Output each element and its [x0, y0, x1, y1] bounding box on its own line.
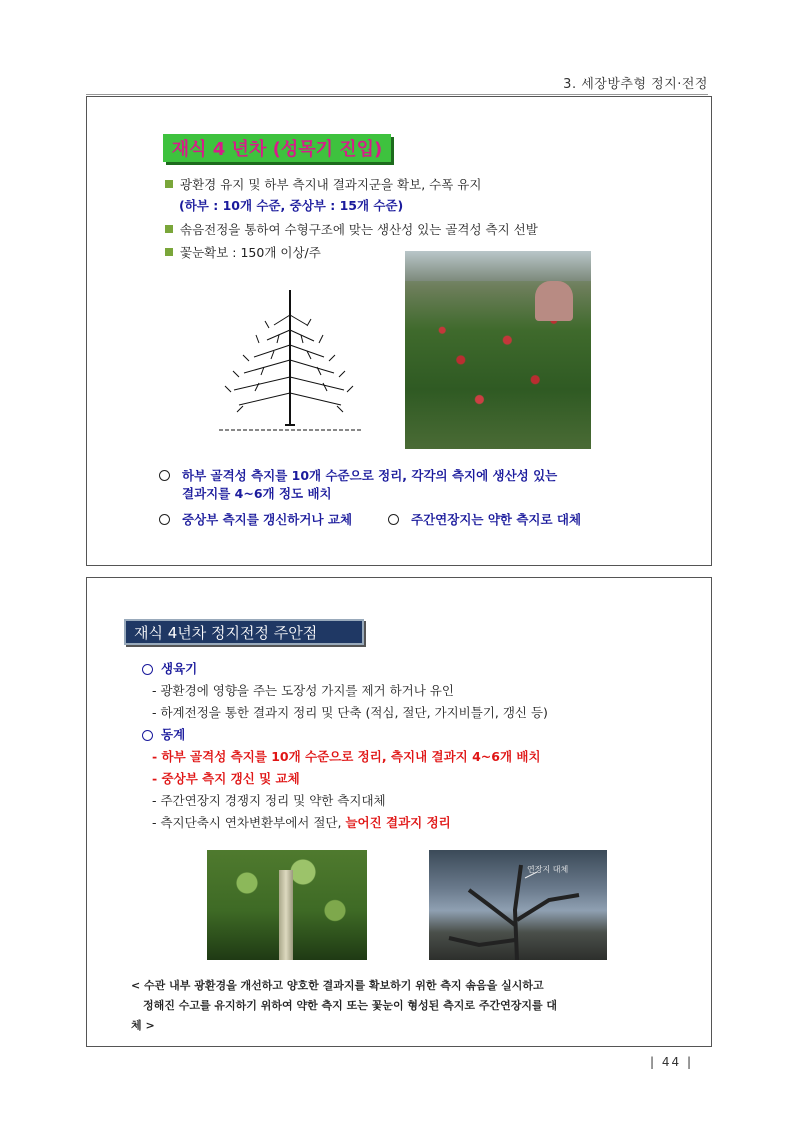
square-bullet-icon — [165, 248, 173, 256]
section-heading-text: 동계 — [161, 727, 186, 742]
list-item-highlight: 늘어진 결과지 정리 — [345, 815, 451, 830]
slide2-body — [142, 658, 682, 834]
bullet-item — [165, 220, 705, 239]
caption-line: < 수관 내부 광환경을 개선하고 양호한 결과지를 확보하기 위한 측지 솎음을 실시하고 — [131, 979, 544, 992]
annotation-text: 주간연장지는 약한 측지로 대체 — [411, 512, 582, 527]
circle-bullet-icon — [388, 514, 399, 525]
apple-orchard-photo — [405, 251, 591, 449]
section-heading-growing-season — [142, 658, 682, 680]
bullet-text: 꽃눈확보 : 150개 이상/주 — [180, 245, 321, 260]
bullet-subtext: (하부 : 10개 수준, 중상부 : 15개 수준) — [179, 198, 404, 213]
list-item: - 중상부 측지 갱신 및 교체 — [152, 771, 300, 786]
page-number: | 44 | — [650, 1055, 693, 1069]
slide-pruning-points — [86, 577, 712, 1047]
annotation-item — [159, 467, 699, 485]
list-item: - 광환경에 영향을 주는 도장성 가지를 제거 하거나 유인 — [152, 683, 454, 698]
annotation-row — [159, 511, 699, 529]
circle-bullet-icon — [142, 730, 153, 741]
bullet-text: 광환경 유지 및 하부 측지내 결과지군을 확보, 수폭 유지 — [180, 177, 482, 192]
photo-label: 연장지 대체 — [527, 865, 569, 874]
square-bullet-icon — [165, 225, 173, 233]
slide1-title: 재식 4 년차 (성목기 진입) — [163, 134, 391, 162]
section-heading-text: 생육기 — [161, 661, 198, 676]
header-rule — [86, 94, 708, 95]
annotation-continuation: 결과지를 4~6개 정도 배치 — [182, 486, 332, 501]
circle-bullet-icon — [159, 470, 170, 481]
slide-planting-year-4 — [86, 96, 712, 566]
list-item-text: - 측지단축시 연차변환부에서 절단, — [152, 815, 346, 830]
photo-rock — [535, 281, 573, 321]
tree-trunk-photo — [207, 850, 367, 960]
chapter-header: 3. 세장방추형 정지·전정 — [563, 77, 708, 92]
leader-replacement-photo — [429, 850, 607, 960]
bullet-item — [165, 175, 705, 194]
caption-line: 정해진 수고를 유지하기 위하여 약한 측지 또는 꽃눈이 형성된 측지로 주간연장지를 대 — [143, 999, 558, 1012]
annotation-text: 중상부 측지를 갱신하거나 교체 — [182, 512, 353, 527]
branch-silhouette-icon — [429, 850, 607, 960]
photo-trunk — [279, 870, 293, 960]
slide2-title: 재식 4년차 정지전정 주안점 — [124, 619, 364, 645]
caption-line: 체 > — [131, 1019, 155, 1032]
photo-sky — [405, 251, 591, 281]
slide2-caption — [131, 976, 691, 1036]
circle-bullet-icon — [159, 514, 170, 525]
bullet-text: 솎음전정을 통하여 수형구조에 맞는 생산성 있는 골격성 측지 선발 — [180, 222, 538, 237]
list-item: - 하계전정을 통한 결과지 정리 및 단축 (적심, 절단, 가지비틀기, 갱신 등) — [152, 705, 548, 720]
section-heading-winter — [142, 724, 682, 746]
page-number-value: 44 — [661, 1055, 682, 1069]
annotation-text: 하부 골격성 측지를 10개 수준으로 정리, 각각의 측지에 생산성 있는 — [182, 468, 558, 483]
slide1-annotations — [159, 467, 699, 529]
list-item — [142, 812, 682, 834]
list-item: - 주간연장지 경쟁지 정리 및 약한 측지대체 — [152, 793, 386, 808]
tree-diagram-icon — [219, 285, 361, 435]
square-bullet-icon — [165, 180, 173, 188]
list-item: - 하부 골격성 측지를 10개 수준으로 정리, 측지내 결과지 4~6개 배치 — [152, 749, 541, 764]
circle-bullet-icon — [142, 664, 153, 675]
